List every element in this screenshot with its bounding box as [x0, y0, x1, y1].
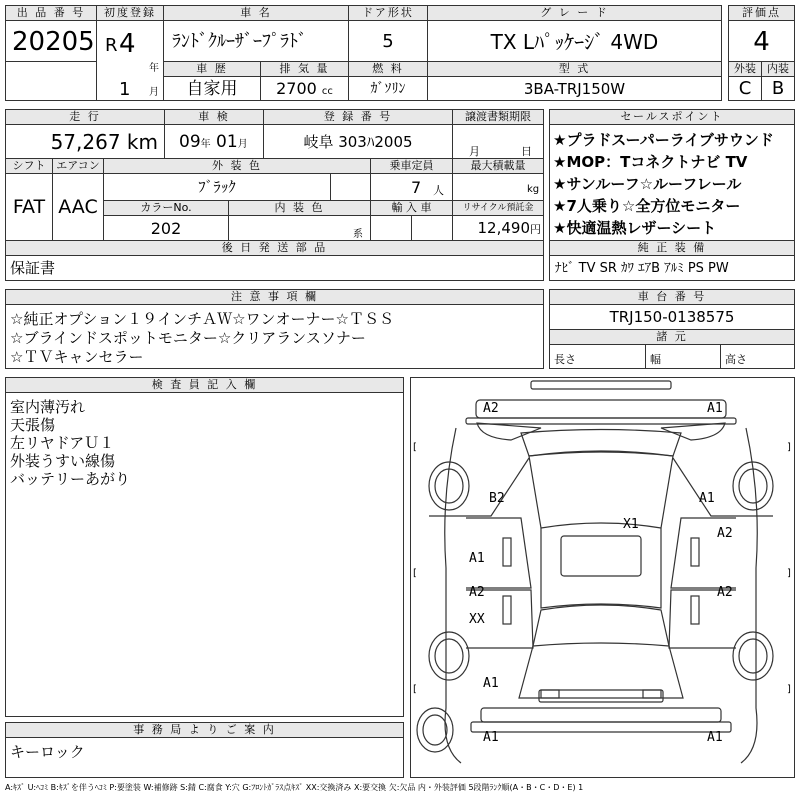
cc-unit: cc: [321, 86, 333, 97]
car-outline-icon: [411, 378, 794, 777]
inspector-line: 外装うすい線傷: [10, 452, 116, 470]
shift-label: シフト: [5, 158, 53, 174]
bracket: ]: [787, 684, 791, 695]
height-cell: [720, 344, 795, 369]
int-rank: B: [761, 76, 795, 101]
transfer-day: 日: [521, 145, 532, 158]
lot-blank-cell: [5, 61, 97, 101]
damage-mark: A2: [717, 585, 733, 600]
width-label: 幅: [650, 353, 661, 366]
legend: A:ｷｽﾞ U:ﾍｺﾐ B:ｷｽﾞを伴うﾍｺﾐ P:要塗装 W:補修跡 S:錆 C:腐食 Y:穴 G:ﾌﾛﾝﾄｶﾞﾗｽ点ｷｽﾞ XX:交換済み X:要交換 欠:欠品 内・外装評価 5段階ﾗﾝｸ順(A・B・C・D・E) 1: [5, 783, 584, 792]
fuel-label: 燃 料: [348, 61, 428, 77]
note-line: ☆純正オプション１９インチＡＷ☆ワンオーナー☆ＴＳＳ: [10, 310, 394, 328]
damage-mark: A1: [707, 401, 723, 416]
capacity-unit: 人: [433, 184, 444, 197]
grade: TX Lﾊﾟｯｹｰｼﾞ 4WD: [427, 20, 722, 62]
int-color: [228, 215, 371, 241]
note-line: ☆ブラインドスポットモニター☆クリアランスソナー: [10, 329, 366, 347]
damage-diagram: [410, 377, 795, 778]
sales-point: ★プラドスーパーライブサウンド: [553, 131, 774, 149]
color-no: 202: [103, 215, 229, 241]
lot-no-label: 出 品 番 号: [5, 5, 97, 21]
inspector-line: 天張傷: [10, 416, 56, 434]
load-label: 最大積載量: [452, 158, 544, 174]
shift: FAT: [5, 173, 53, 241]
color: ﾌﾞﾗｯｸ: [103, 173, 331, 201]
damage-mark: B2: [489, 491, 505, 506]
inspector-notes: [5, 392, 404, 717]
bracket: [: [413, 568, 417, 579]
office-text: キーロック: [10, 743, 85, 761]
sales-point: ★7人乗り☆全方位モニター: [553, 197, 741, 215]
equip-label: 純 正 装 備: [549, 240, 795, 256]
yen-unit: 円: [530, 223, 541, 236]
dims-label: 諸 元: [549, 329, 795, 345]
ext-rank: C: [728, 76, 762, 101]
insp-month-unit: 月: [237, 139, 248, 150]
import-cell-a: [370, 215, 412, 241]
damage-mark: XX: [469, 612, 485, 627]
equipment: ﾅﾋﾞ TV SR ｶﾜ ｴｱB ｱﾙﾐ PS PW: [549, 255, 795, 281]
capacity-value: 7: [411, 178, 422, 197]
length-label: 長さ: [554, 353, 576, 366]
doors: 5: [348, 20, 428, 62]
lot-no: 20205: [5, 20, 97, 62]
ac-label: エアコン: [52, 158, 104, 174]
notes: [5, 304, 544, 369]
office-notice: [5, 737, 404, 778]
load-unit: kg: [527, 184, 540, 195]
inspector-line: 室内薄汚れ: [10, 398, 86, 416]
recycle: [452, 215, 544, 241]
damage-mark: X1: [623, 517, 639, 532]
bracket: [: [413, 684, 417, 695]
inspector-line: バッテリーあがり: [10, 470, 131, 488]
length-cell: [549, 344, 646, 369]
ext-label: 外装: [728, 61, 762, 77]
displacement-label: 排 気 量: [260, 61, 349, 77]
color-no-label: カラーNo.: [103, 200, 229, 216]
car-name: ﾗﾝﾄﾞｸﾙｰｻﾞｰﾌﾟﾗﾄﾞ: [163, 20, 349, 62]
model: 3BA-TRJ150W: [427, 76, 722, 101]
damage-mark: A1: [699, 491, 715, 506]
note-line: ☆ＴＶキャンセラー: [10, 348, 144, 366]
later-label: 後 日 発 送 部 品: [5, 240, 544, 256]
damage-mark: A1: [483, 730, 499, 745]
notes-label: 注 意 事 項 欄: [5, 289, 544, 305]
sales-point: ★サンルーフ☆ルーフレール: [553, 175, 742, 193]
insp-month: 01: [216, 132, 238, 152]
height-label: 高さ: [725, 353, 747, 366]
first-reg-cell: [96, 20, 164, 101]
office-label: 事 務 局 よ り ご 案 内: [5, 722, 404, 738]
history-label: 車 歴: [163, 61, 261, 77]
model-label: 型 式: [427, 61, 722, 77]
reg-year: 4: [119, 29, 136, 59]
transfer-label: 譲渡書類期限: [452, 109, 544, 125]
inspection-date: [164, 124, 264, 159]
car-name-label: 車 名: [163, 5, 349, 21]
score: 4: [728, 20, 795, 62]
mileage: [5, 124, 165, 159]
door-label: ドア形状: [348, 5, 428, 21]
mileage-value: 57,267: [50, 130, 121, 154]
transfer-cell: [452, 124, 544, 159]
color-extra-cell: [330, 173, 371, 201]
displacement: [260, 76, 349, 101]
chassis-no: TRJ150-0138575: [549, 304, 795, 330]
recycle-label: リサイクル預託金: [452, 200, 544, 216]
sales-point: ★MOP：Tコネクトナビ TV: [553, 153, 748, 171]
plate: 岐阜 303ﾊ2005: [263, 124, 453, 159]
chassis-label: 車 台 番 号: [549, 289, 795, 305]
inspector-label: 検 査 員 記 入 欄: [5, 377, 404, 393]
damage-mark: A2: [717, 526, 733, 541]
insp-year-unit: 年: [200, 139, 211, 150]
month-unit: 月: [149, 87, 159, 98]
sales-point: ★快適温熱レザーシート: [553, 219, 717, 237]
year-unit: 年: [149, 63, 159, 74]
reg-month: 1: [119, 79, 131, 100]
grade-label: グ レ ー ド: [427, 5, 722, 21]
first-reg-label: 初度登録: [96, 5, 164, 21]
bracket: [: [413, 442, 417, 453]
bracket: ]: [787, 442, 791, 453]
inspector-line: 左リヤドアＵ１: [10, 434, 115, 452]
int-color-label: 内 装 色: [228, 200, 371, 216]
inspection-label: 車 検: [164, 109, 264, 125]
damage-mark: A2: [469, 585, 485, 600]
sales-points: [549, 124, 795, 241]
later-parts: 保証書: [5, 255, 544, 281]
load: [452, 173, 544, 201]
width-cell: [645, 344, 721, 369]
km-unit: km: [126, 130, 158, 154]
plate-label: 登 録 番 号: [263, 109, 453, 125]
capacity: [370, 173, 453, 201]
history: 自家用: [163, 76, 261, 101]
int-label: 内装: [761, 61, 795, 77]
sales-label: セールスポイント: [549, 109, 795, 125]
import-label: 輸 入 車: [370, 200, 453, 216]
bracket: ]: [787, 568, 791, 579]
capacity-label: 乗車定員: [370, 158, 453, 174]
era: R: [105, 35, 118, 56]
damage-mark: A1: [469, 551, 485, 566]
insp-year: 09: [179, 132, 201, 152]
damage-mark: A2: [483, 401, 499, 416]
damage-mark: A1: [483, 676, 499, 691]
import-cell-b: [411, 215, 453, 241]
mileage-label: 走 行: [5, 109, 165, 125]
transfer-month: 月: [469, 145, 480, 158]
fuel: ｶﾞｿﾘﾝ: [348, 76, 428, 101]
damage-mark: A1: [707, 730, 723, 745]
int-color-unit: 系: [353, 229, 363, 240]
color-label: 外 装 色: [103, 158, 371, 174]
score-label: 評価点: [728, 5, 795, 21]
displacement-value: 2700: [276, 79, 317, 98]
recycle-value: 12,490: [477, 219, 530, 237]
ac: AAC: [52, 173, 104, 241]
